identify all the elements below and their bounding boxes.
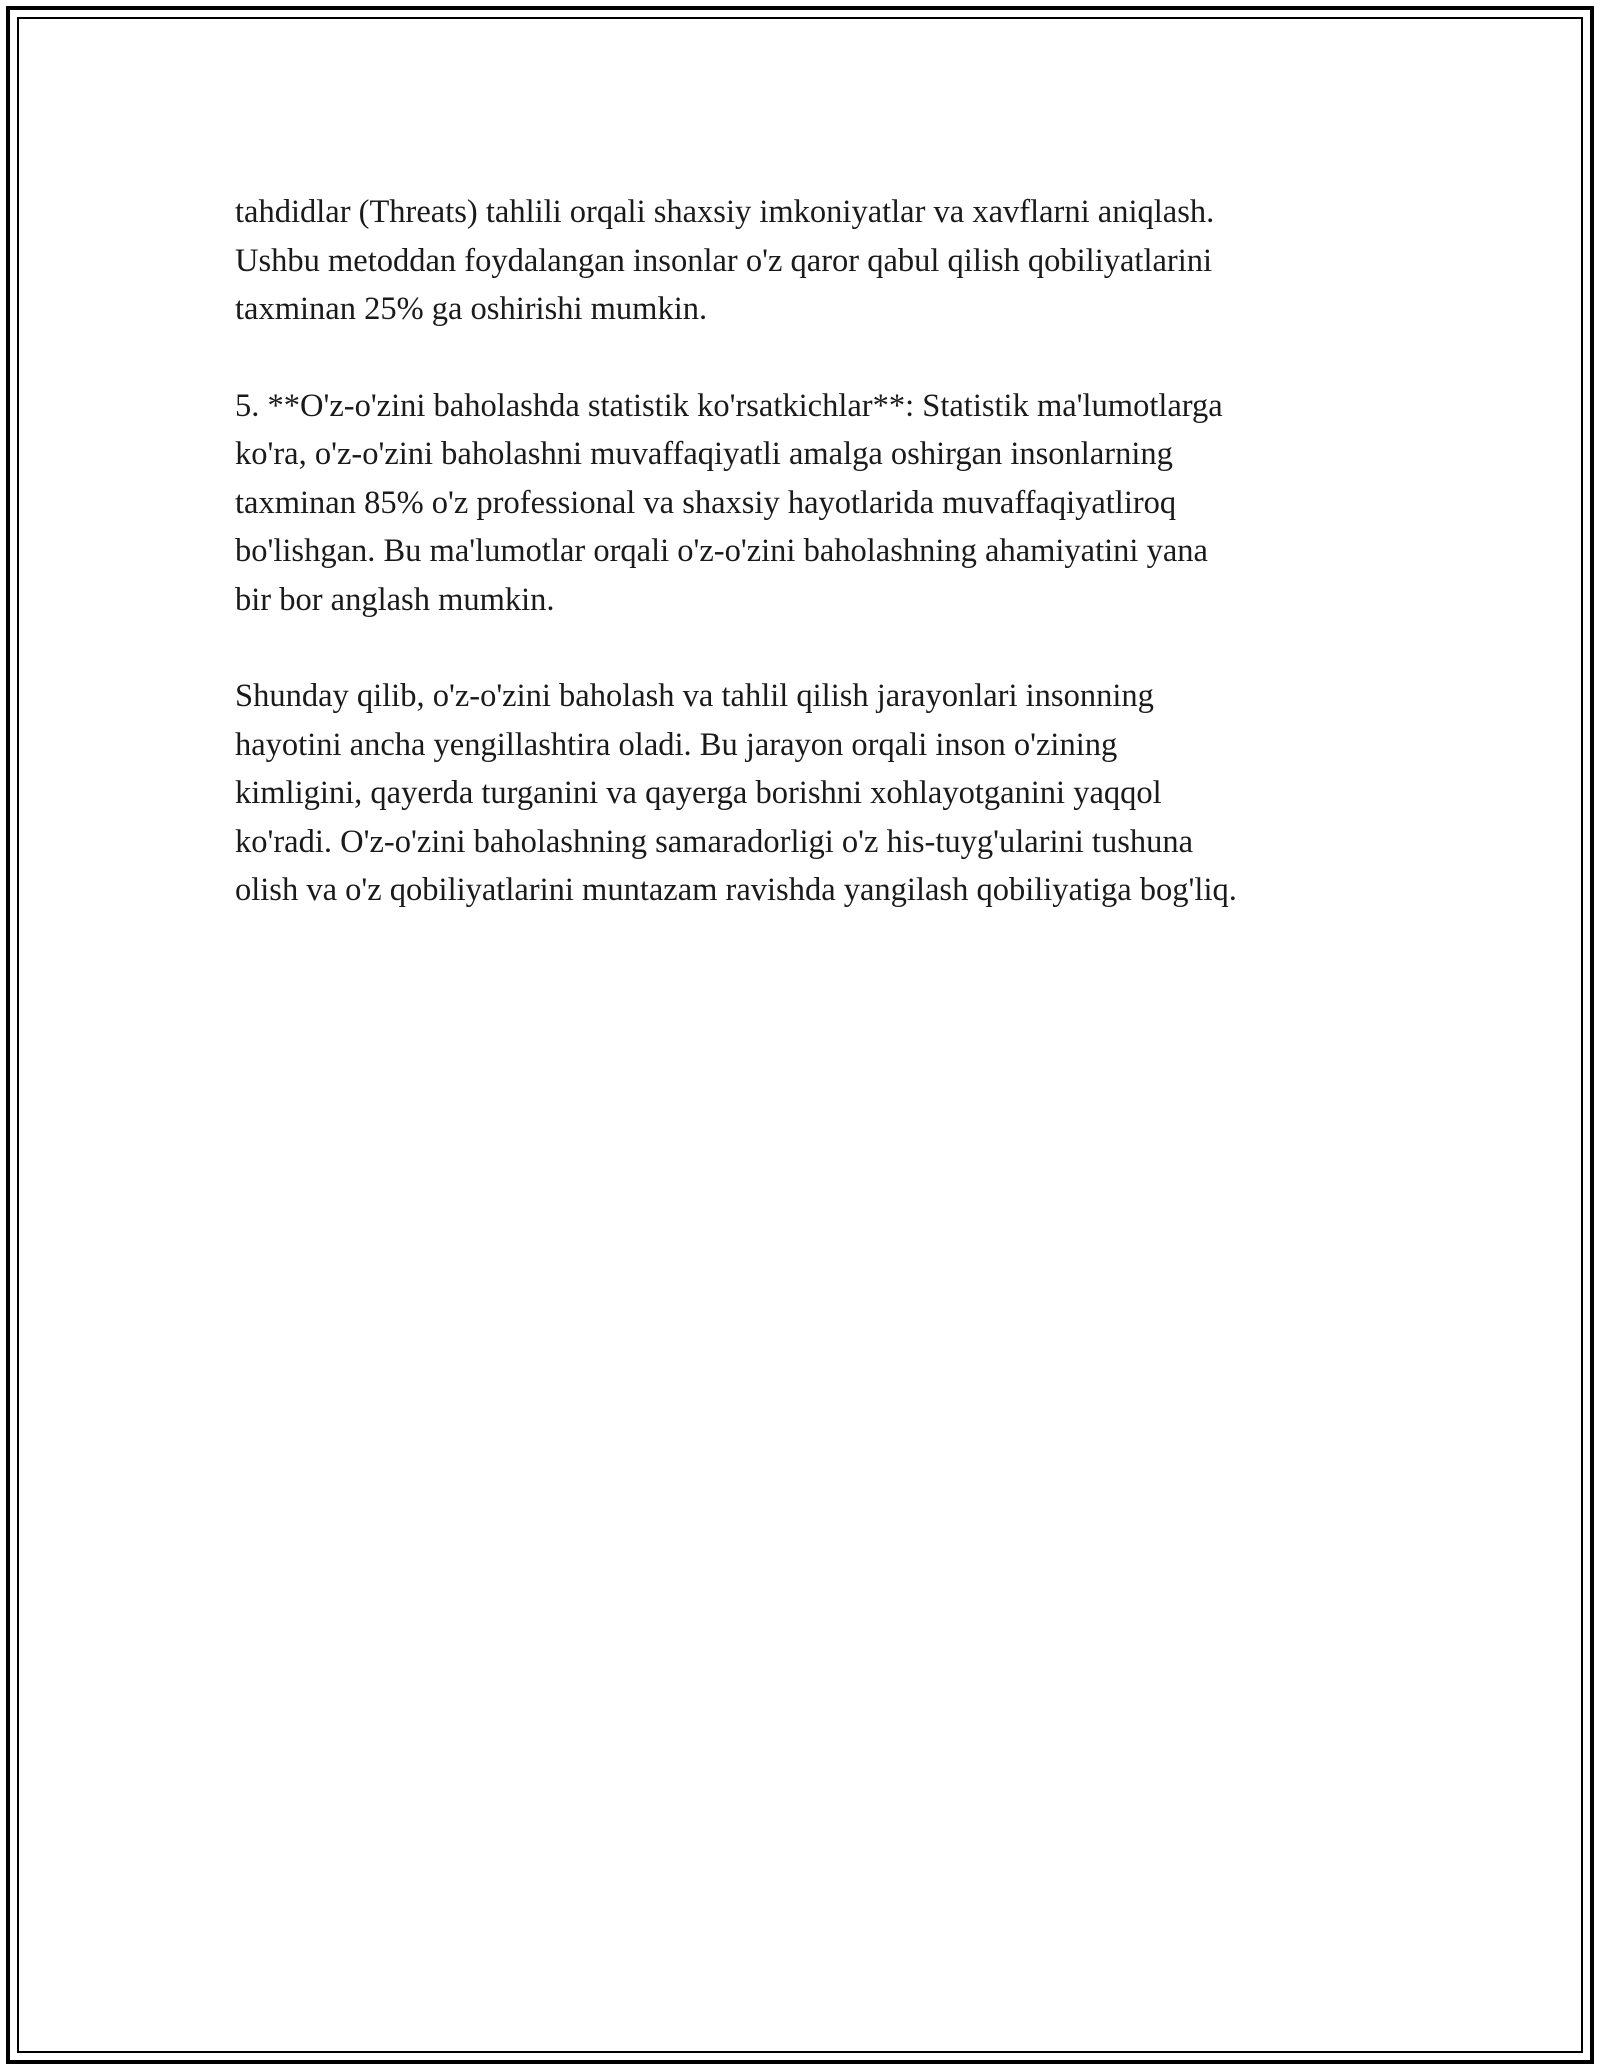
text-line: hayotini ancha yengillashtira oladi. Bu jarayon orqali inson o'zining [235, 726, 1118, 763]
text-line: ko'ra, o'z-o'zini baholashni muvaffaqiyatli amalga oshirgan insonlarning [235, 436, 1173, 472]
text-line: taxminan 25% ga oshirishi mumkin. [235, 291, 708, 327]
paragraph-statistics [235, 382, 1385, 625]
text-line: olish va o'z qobiliyatlarini muntazam ravishda yangilash qobiliyatiga bog'liq. [235, 872, 1237, 908]
paragraph-conclusion [235, 672, 1385, 915]
text-line: bo'lishgan. Bu ma'lumotlar orqali o'z-o'zini baholashning ahamiyatini yana [235, 533, 1208, 569]
text-line: Shunday qilib, o'z-o'zini baholash va tahlil qilish jarayonlari insonning [235, 678, 1154, 714]
text-line: kimligini, qayerda turganini va qayerga borishni xohlayotganini yaqqol [235, 775, 1162, 811]
text-line: 5. **O'z-o'zini baholashda statistik ko'rsatkichlar**: Statistik ma'lumotlarga [235, 387, 1223, 424]
document-body [235, 188, 1385, 963]
text-line: Ushbu metoddan foydalangan insonlar o'z qaror qabul qilish qobiliyatlarini [235, 242, 1213, 279]
text-line: taxminan 85% o'z professional va shaxsiy hayotlarida muvaffaqiyatliroq [235, 484, 1177, 521]
text-line: tahdidlar (Threats) tahlili orqali shaxsiy imkoniyatlar va xavflarni aniqlash. [235, 194, 1215, 230]
text-line: ko'radi. O'z-o'zini baholashning samaradorligi o'z his-tuyg'ularini tushuna [235, 823, 1194, 860]
text-line: bir bor anglash mumkin. [235, 581, 555, 618]
paragraph-threats-analysis [235, 188, 1385, 334]
